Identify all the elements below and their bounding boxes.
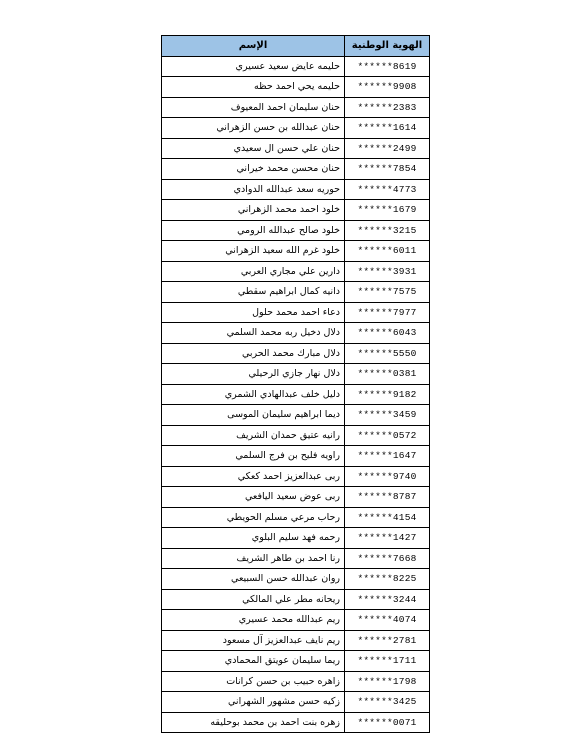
table-header xyxy=(162,36,430,57)
table-row xyxy=(162,610,430,631)
cell-national-id: ******1711 xyxy=(345,651,430,672)
cell-name: زهره بنت احمد بن محمد بوحليقه xyxy=(162,712,345,733)
cell-name: رحمه فهد سليم البلوي xyxy=(162,528,345,549)
table-row xyxy=(162,343,430,364)
table-row xyxy=(162,671,430,692)
cell-name: راويه فليح بن فرج السلمي xyxy=(162,446,345,467)
table-row xyxy=(162,97,430,118)
cell-national-id: ******9740 xyxy=(345,466,430,487)
cell-national-id: ******0071 xyxy=(345,712,430,733)
table-row xyxy=(162,323,430,344)
names-table xyxy=(161,35,430,733)
cell-national-id: ******4074 xyxy=(345,610,430,631)
cell-national-id: ******1427 xyxy=(345,528,430,549)
cell-national-id: ******8225 xyxy=(345,569,430,590)
header-national-id: الهوية الوطنية xyxy=(345,36,430,57)
table-row xyxy=(162,241,430,262)
cell-name: ريما سليمان عويتق المحمادي xyxy=(162,651,345,672)
cell-national-id: ******1798 xyxy=(345,671,430,692)
cell-name: حليمه يحي احمد حظه xyxy=(162,77,345,98)
table-row xyxy=(162,282,430,303)
cell-national-id: ******9182 xyxy=(345,384,430,405)
cell-national-id: ******8787 xyxy=(345,487,430,508)
cell-name: دارين علي مجاري العربي xyxy=(162,261,345,282)
table-row xyxy=(162,77,430,98)
cell-national-id: ******2499 xyxy=(345,138,430,159)
table-row xyxy=(162,692,430,713)
header-name: الإسم xyxy=(162,36,345,57)
cell-national-id: ******8619 xyxy=(345,56,430,77)
cell-name: حوريه سعد عبدالله الدوادي xyxy=(162,179,345,200)
table-row xyxy=(162,200,430,221)
table-row xyxy=(162,159,430,180)
cell-name: دلال دخيل ربه محمد السلمي xyxy=(162,323,345,344)
table-row xyxy=(162,651,430,672)
table-row xyxy=(162,507,430,528)
table-row xyxy=(162,569,430,590)
table-row xyxy=(162,179,430,200)
cell-name: زاهره حبيب بن حسن كرانات xyxy=(162,671,345,692)
cell-national-id: ******7977 xyxy=(345,302,430,323)
cell-name: روان عبدالله حسن السبيعي xyxy=(162,569,345,590)
cell-name: رحاب مرعي مسلم الحويطي xyxy=(162,507,345,528)
cell-national-id: ******3215 xyxy=(345,220,430,241)
cell-national-id: ******3244 xyxy=(345,589,430,610)
table-row xyxy=(162,630,430,651)
cell-national-id: ******3425 xyxy=(345,692,430,713)
cell-name: زكيه حسن مشهور الشهراني xyxy=(162,692,345,713)
cell-name: حنان عبدالله بن حسن الزهراني xyxy=(162,118,345,139)
cell-name: خلود صالح عبدالله الرومي xyxy=(162,220,345,241)
cell-national-id: ******6011 xyxy=(345,241,430,262)
cell-name: دليل خلف عبدالهادي الشمري xyxy=(162,384,345,405)
table-row xyxy=(162,589,430,610)
cell-name: خلود احمد محمد الزهراني xyxy=(162,200,345,221)
cell-national-id: ******0572 xyxy=(345,425,430,446)
table-row xyxy=(162,405,430,426)
cell-name: حنان سليمان احمد المعيوف xyxy=(162,97,345,118)
cell-name: رانيه عتيق حمدان الشريف xyxy=(162,425,345,446)
cell-national-id: ******7668 xyxy=(345,548,430,569)
cell-national-id: ******2781 xyxy=(345,630,430,651)
cell-name: ريم نايف عبدالعزيز آل مسعود xyxy=(162,630,345,651)
table-row xyxy=(162,712,430,733)
cell-name: ديما ابراهيم سليمان الموسى xyxy=(162,405,345,426)
cell-national-id: ******3931 xyxy=(345,261,430,282)
cell-national-id: ******0381 xyxy=(345,364,430,385)
cell-name: دلال نهار جازي الرحيلي xyxy=(162,364,345,385)
table-row xyxy=(162,364,430,385)
cell-national-id: ******6043 xyxy=(345,323,430,344)
table-row xyxy=(162,466,430,487)
table-row xyxy=(162,138,430,159)
cell-name: خلود غرم الله سعيد الزهراني xyxy=(162,241,345,262)
table-body xyxy=(162,56,430,733)
header-row xyxy=(162,36,430,57)
table-row xyxy=(162,118,430,139)
cell-national-id: ******4773 xyxy=(345,179,430,200)
cell-national-id: ******9908 xyxy=(345,77,430,98)
table-row xyxy=(162,548,430,569)
table-row xyxy=(162,261,430,282)
cell-name: رنا احمد بن طاهر الشريف xyxy=(162,548,345,569)
table-row xyxy=(162,425,430,446)
cell-name: ريحانه مطر علي المالكي xyxy=(162,589,345,610)
cell-name: ربى عوض سعيد اليافعي xyxy=(162,487,345,508)
cell-name: دلال مبارك محمد الحربي xyxy=(162,343,345,364)
cell-name: حنان علي حسن ال سعيدي xyxy=(162,138,345,159)
cell-national-id: ******1679 xyxy=(345,200,430,221)
cell-name: حنان محسن محمد خيراني xyxy=(162,159,345,180)
cell-national-id: ******7854 xyxy=(345,159,430,180)
cell-national-id: ******4154 xyxy=(345,507,430,528)
table-row xyxy=(162,56,430,77)
cell-name: ربى عبدالعزيز احمد كعكي xyxy=(162,466,345,487)
cell-national-id: ******1614 xyxy=(345,118,430,139)
table-row xyxy=(162,446,430,467)
cell-national-id: ******3459 xyxy=(345,405,430,426)
cell-national-id: ******7575 xyxy=(345,282,430,303)
cell-name: ريم عبدالله محمد عسيري xyxy=(162,610,345,631)
cell-national-id: ******2383 xyxy=(345,97,430,118)
table-row xyxy=(162,302,430,323)
cell-name: دعاء احمد محمد حلول xyxy=(162,302,345,323)
table-row xyxy=(162,220,430,241)
cell-national-id: ******1647 xyxy=(345,446,430,467)
cell-national-id: ******5550 xyxy=(345,343,430,364)
cell-name: دانيه كمال ابراهيم سقطي xyxy=(162,282,345,303)
table-row xyxy=(162,384,430,405)
table-row xyxy=(162,528,430,549)
table-row xyxy=(162,487,430,508)
cell-name: حليمه عايض سعيد عسيري xyxy=(162,56,345,77)
